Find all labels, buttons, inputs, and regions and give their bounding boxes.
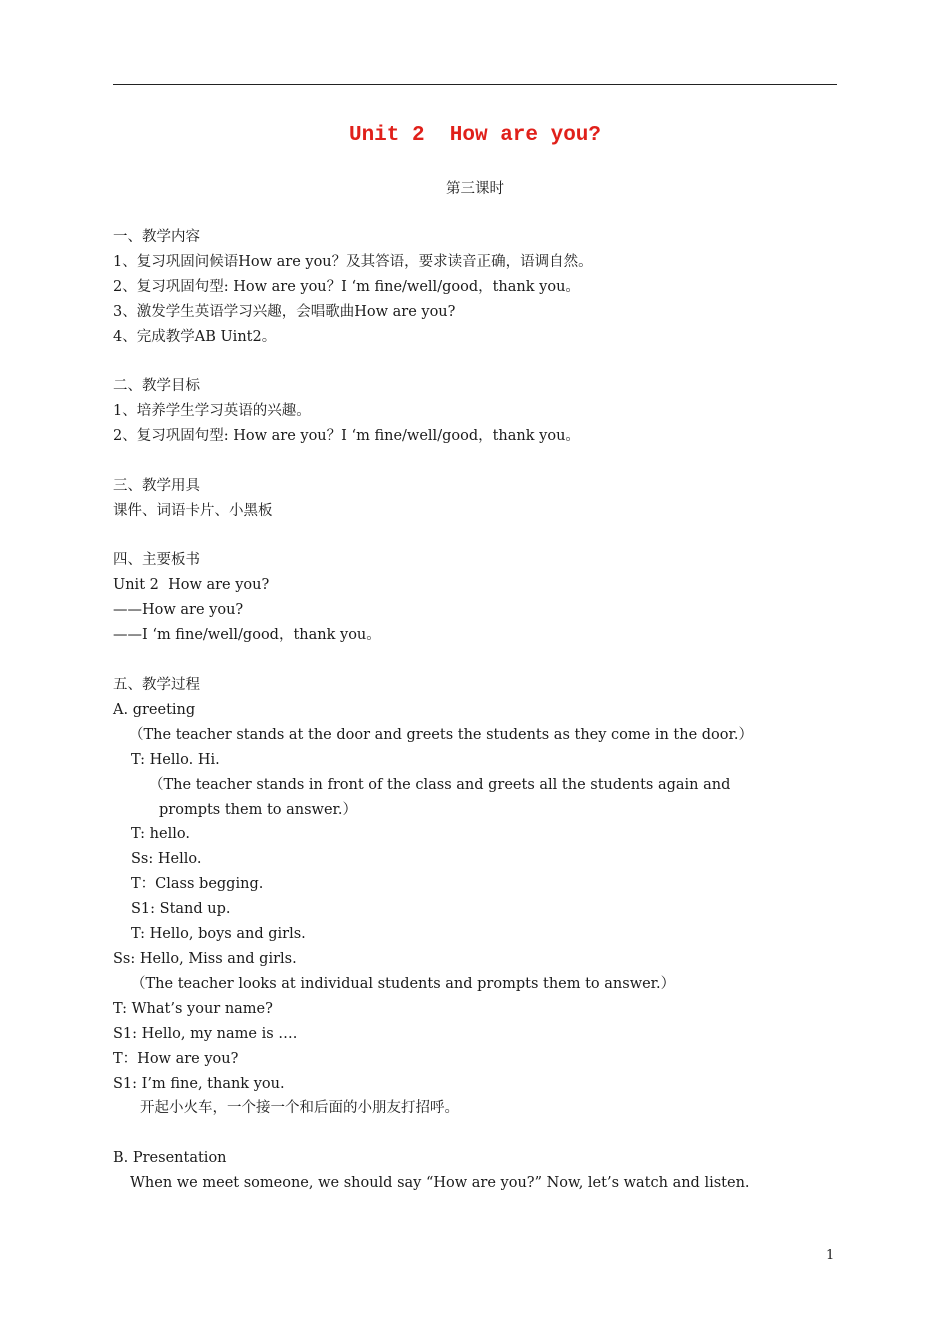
process-line: S1: Hello, my name is …. bbox=[113, 1026, 298, 1042]
board-line: ——How are you? bbox=[113, 602, 244, 618]
tools-text: 课件、词语卡片、小黑板 bbox=[113, 503, 273, 519]
process-line: （The teacher looks at individual students and prompts them to answer.） bbox=[131, 976, 676, 992]
process-line: （The teacher stands at the door and greets the students as they come in the door.） bbox=[129, 727, 753, 743]
content-item: 4、完成教学AB Uint2。 bbox=[113, 329, 277, 345]
board-line: ——I ‘m fine/well/good，thank you。 bbox=[113, 627, 381, 643]
process-line: （The teacher stands in front of the class and greets all the students again and bbox=[149, 777, 731, 793]
process-line: S1: I’m fine, thank you. bbox=[113, 1076, 285, 1092]
process-line: A. greeting bbox=[113, 702, 196, 718]
process-line: Ss: Hello, Miss and girls. bbox=[113, 951, 297, 967]
lesson-subtitle: 第三课时 bbox=[446, 181, 504, 197]
section-heading-tools: 三、教学用具 bbox=[113, 478, 200, 494]
content-item: 3、激发学生英语学习兴趣，会唱歌曲How are you? bbox=[113, 304, 456, 320]
process-line: T: hello. bbox=[131, 826, 190, 842]
page-number: 1 bbox=[826, 1248, 835, 1263]
process-line: T: Hello. Hi. bbox=[131, 752, 220, 768]
content-item: 2、复习巩固句型: How are you？I ‘m fine/well/good，thank you。 bbox=[113, 279, 580, 295]
board-line: Unit 2 How are you? bbox=[113, 577, 270, 593]
process-line: 开起小火车，一个接一个和后面的小朋友打招呼。 bbox=[140, 1100, 459, 1116]
process-line: T：Class begging. bbox=[131, 876, 264, 892]
content-item: 1、复习巩固问候语How are you？及其答语，要求读音正确，语调自然。 bbox=[113, 254, 593, 270]
presentation-text: When we meet someone, we should say “How are you?” Now, let’s watch and listen. bbox=[130, 1175, 750, 1191]
section-heading-goals: 二、教学目标 bbox=[113, 378, 200, 394]
process-line: T：How are you? bbox=[113, 1051, 239, 1067]
header-rule bbox=[113, 84, 837, 85]
process-line: prompts them to answer.） bbox=[159, 802, 357, 818]
document-title: Unit 2 How are you? bbox=[348, 124, 602, 147]
section-heading-process: 五、教学过程 bbox=[113, 677, 200, 693]
goal-item: 1、培养学生学习英语的兴趣。 bbox=[113, 403, 311, 419]
section-heading-content: 一、教学内容 bbox=[113, 229, 200, 245]
process-line: Ss: Hello. bbox=[131, 851, 202, 867]
section-heading-board: 四、主要板书 bbox=[113, 552, 200, 568]
section-heading-presentation: B. Presentation bbox=[113, 1150, 227, 1166]
goal-item: 2、复习巩固句型: How are you？I ‘m fine/well/good，thank you。 bbox=[113, 428, 580, 444]
process-line: T: What’s your name? bbox=[113, 1001, 273, 1017]
process-line: S1: Stand up. bbox=[131, 901, 231, 917]
process-line: T: Hello, boys and girls. bbox=[131, 926, 306, 942]
